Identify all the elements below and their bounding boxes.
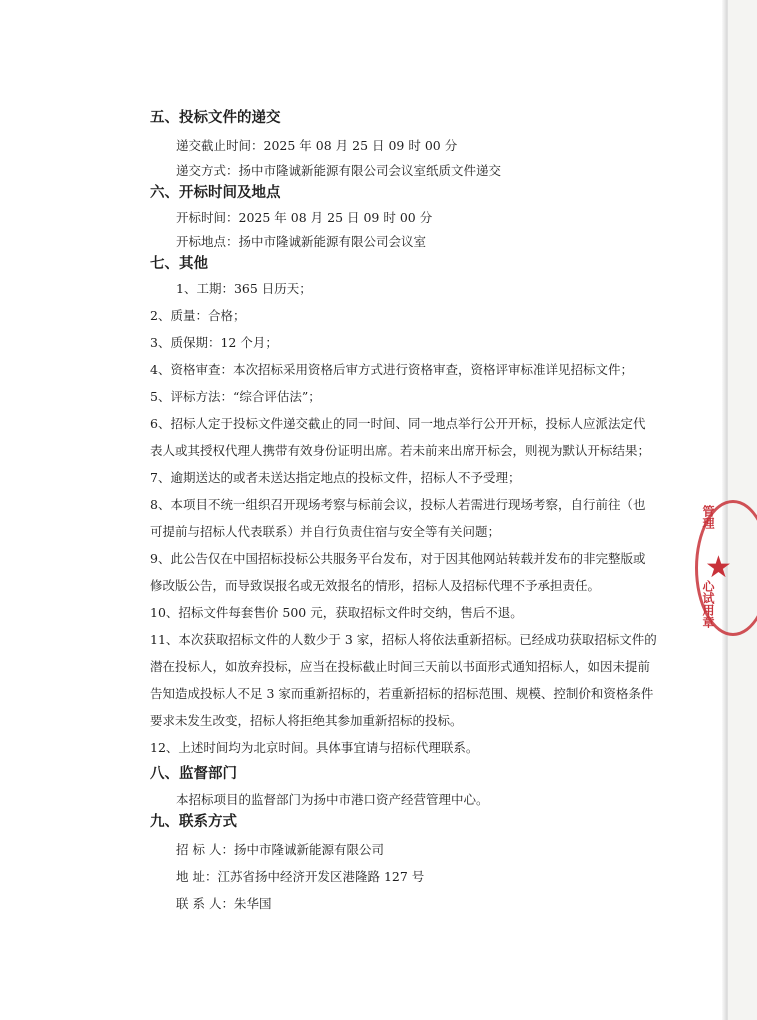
section-8-heading: 八、监督部门 bbox=[150, 766, 237, 782]
list-item: 1、工期：365 日历天； bbox=[176, 281, 312, 296]
list-item: 8、本项目不统一组织召开现场考察与标前会议，投标人若需进行现场考察，自行前往（也 bbox=[150, 497, 646, 512]
list-item: 6、招标人定于投标文件递交截止的同一时间、同一地点举行公开开标，投标人应派法定代 bbox=[150, 416, 646, 431]
section-6-heading: 六、开标时间及地点 bbox=[150, 185, 281, 201]
list-item: 2、质量：合格； bbox=[150, 308, 246, 323]
submission-deadline: 递交截止时间：2025 年 08 月 25 日 09 时 00 分 bbox=[176, 138, 458, 153]
list-item: 潜在投标人，如放弃投标，应当在投标截止时间三天前以书面形式通知招标人，如因未提前 bbox=[150, 659, 651, 674]
list-item: 10、招标文件每套售价 500 元，获取招标文件时交纳，售后不退。 bbox=[150, 605, 523, 620]
seal-star-icon: ★ bbox=[705, 550, 732, 585]
list-item: 3、质保期：12 个月； bbox=[150, 335, 278, 350]
list-item: 告知造成投标人不足 3 家而重新招标的，若重新招标的招标范围、规模、控制价和资格条件 bbox=[150, 686, 654, 701]
contact-person: 联 系 人：朱华国 bbox=[176, 896, 272, 911]
opening-place: 开标地点：扬中市隆诚新能源有限公司会议室 bbox=[176, 234, 427, 249]
section-7-heading: 七、其他 bbox=[150, 256, 208, 272]
list-item: 可提前与招标人代表联系）并自行负责住宿与安全等有关问题； bbox=[150, 524, 501, 539]
opening-time: 开标时间：2025 年 08 月 25 日 09 时 00 分 bbox=[176, 210, 433, 225]
submission-method: 递交方式：扬中市隆诚新能源有限公司会议室纸质文件递交 bbox=[176, 163, 502, 178]
list-item: 9、此公告仅在中国招标投标公共服务平台发布，对于因其他网站转载并发布的非完整版或 bbox=[150, 551, 646, 566]
list-item: 4、资格审查：本次招标采用资格后审方式进行资格审查，资格评审标准详见招标文件； bbox=[150, 362, 633, 377]
tenderer: 招 标 人：扬中市隆诚新能源有限公司 bbox=[176, 842, 384, 857]
list-item: 要求未发生改变，招标人将拒绝其参加重新招标的投标。 bbox=[150, 713, 463, 728]
list-item: 表人或其授权代理人携带有效身份证明出席。若未前来出席开标会，则视为默认开标结果； bbox=[150, 443, 651, 458]
section-9-heading: 九、联系方式 bbox=[150, 814, 237, 830]
list-item: 12、上述时间均为北京时间。具体事宜请与招标代理联系。 bbox=[150, 740, 479, 755]
list-item: 5、评标方法：“综合评估法”； bbox=[150, 389, 321, 404]
supervision-text: 本招标项目的监督部门为扬中市港口资产经营管理中心。 bbox=[176, 792, 489, 807]
list-item: 11、本次获取招标文件的人数少于 3 家，招标人将依法重新招标。已经成功获取招标文件的 bbox=[150, 632, 657, 647]
list-item: 修改版公告，而导致误报名或无效报名的情形，招标人及招标代理不予承担责任。 bbox=[150, 578, 601, 593]
address: 地 址：江苏省扬中经济开发区港隆路 127 号 bbox=[176, 869, 425, 884]
seal-text-bottom: 心试用章 bbox=[701, 580, 715, 628]
list-item: 7、逾期送达的或者未送达指定地点的投标文件，招标人不予受理； bbox=[150, 470, 521, 485]
section-5-heading: 五、投标文件的递交 bbox=[150, 110, 281, 126]
seal-text-top: 管理 bbox=[701, 505, 715, 529]
